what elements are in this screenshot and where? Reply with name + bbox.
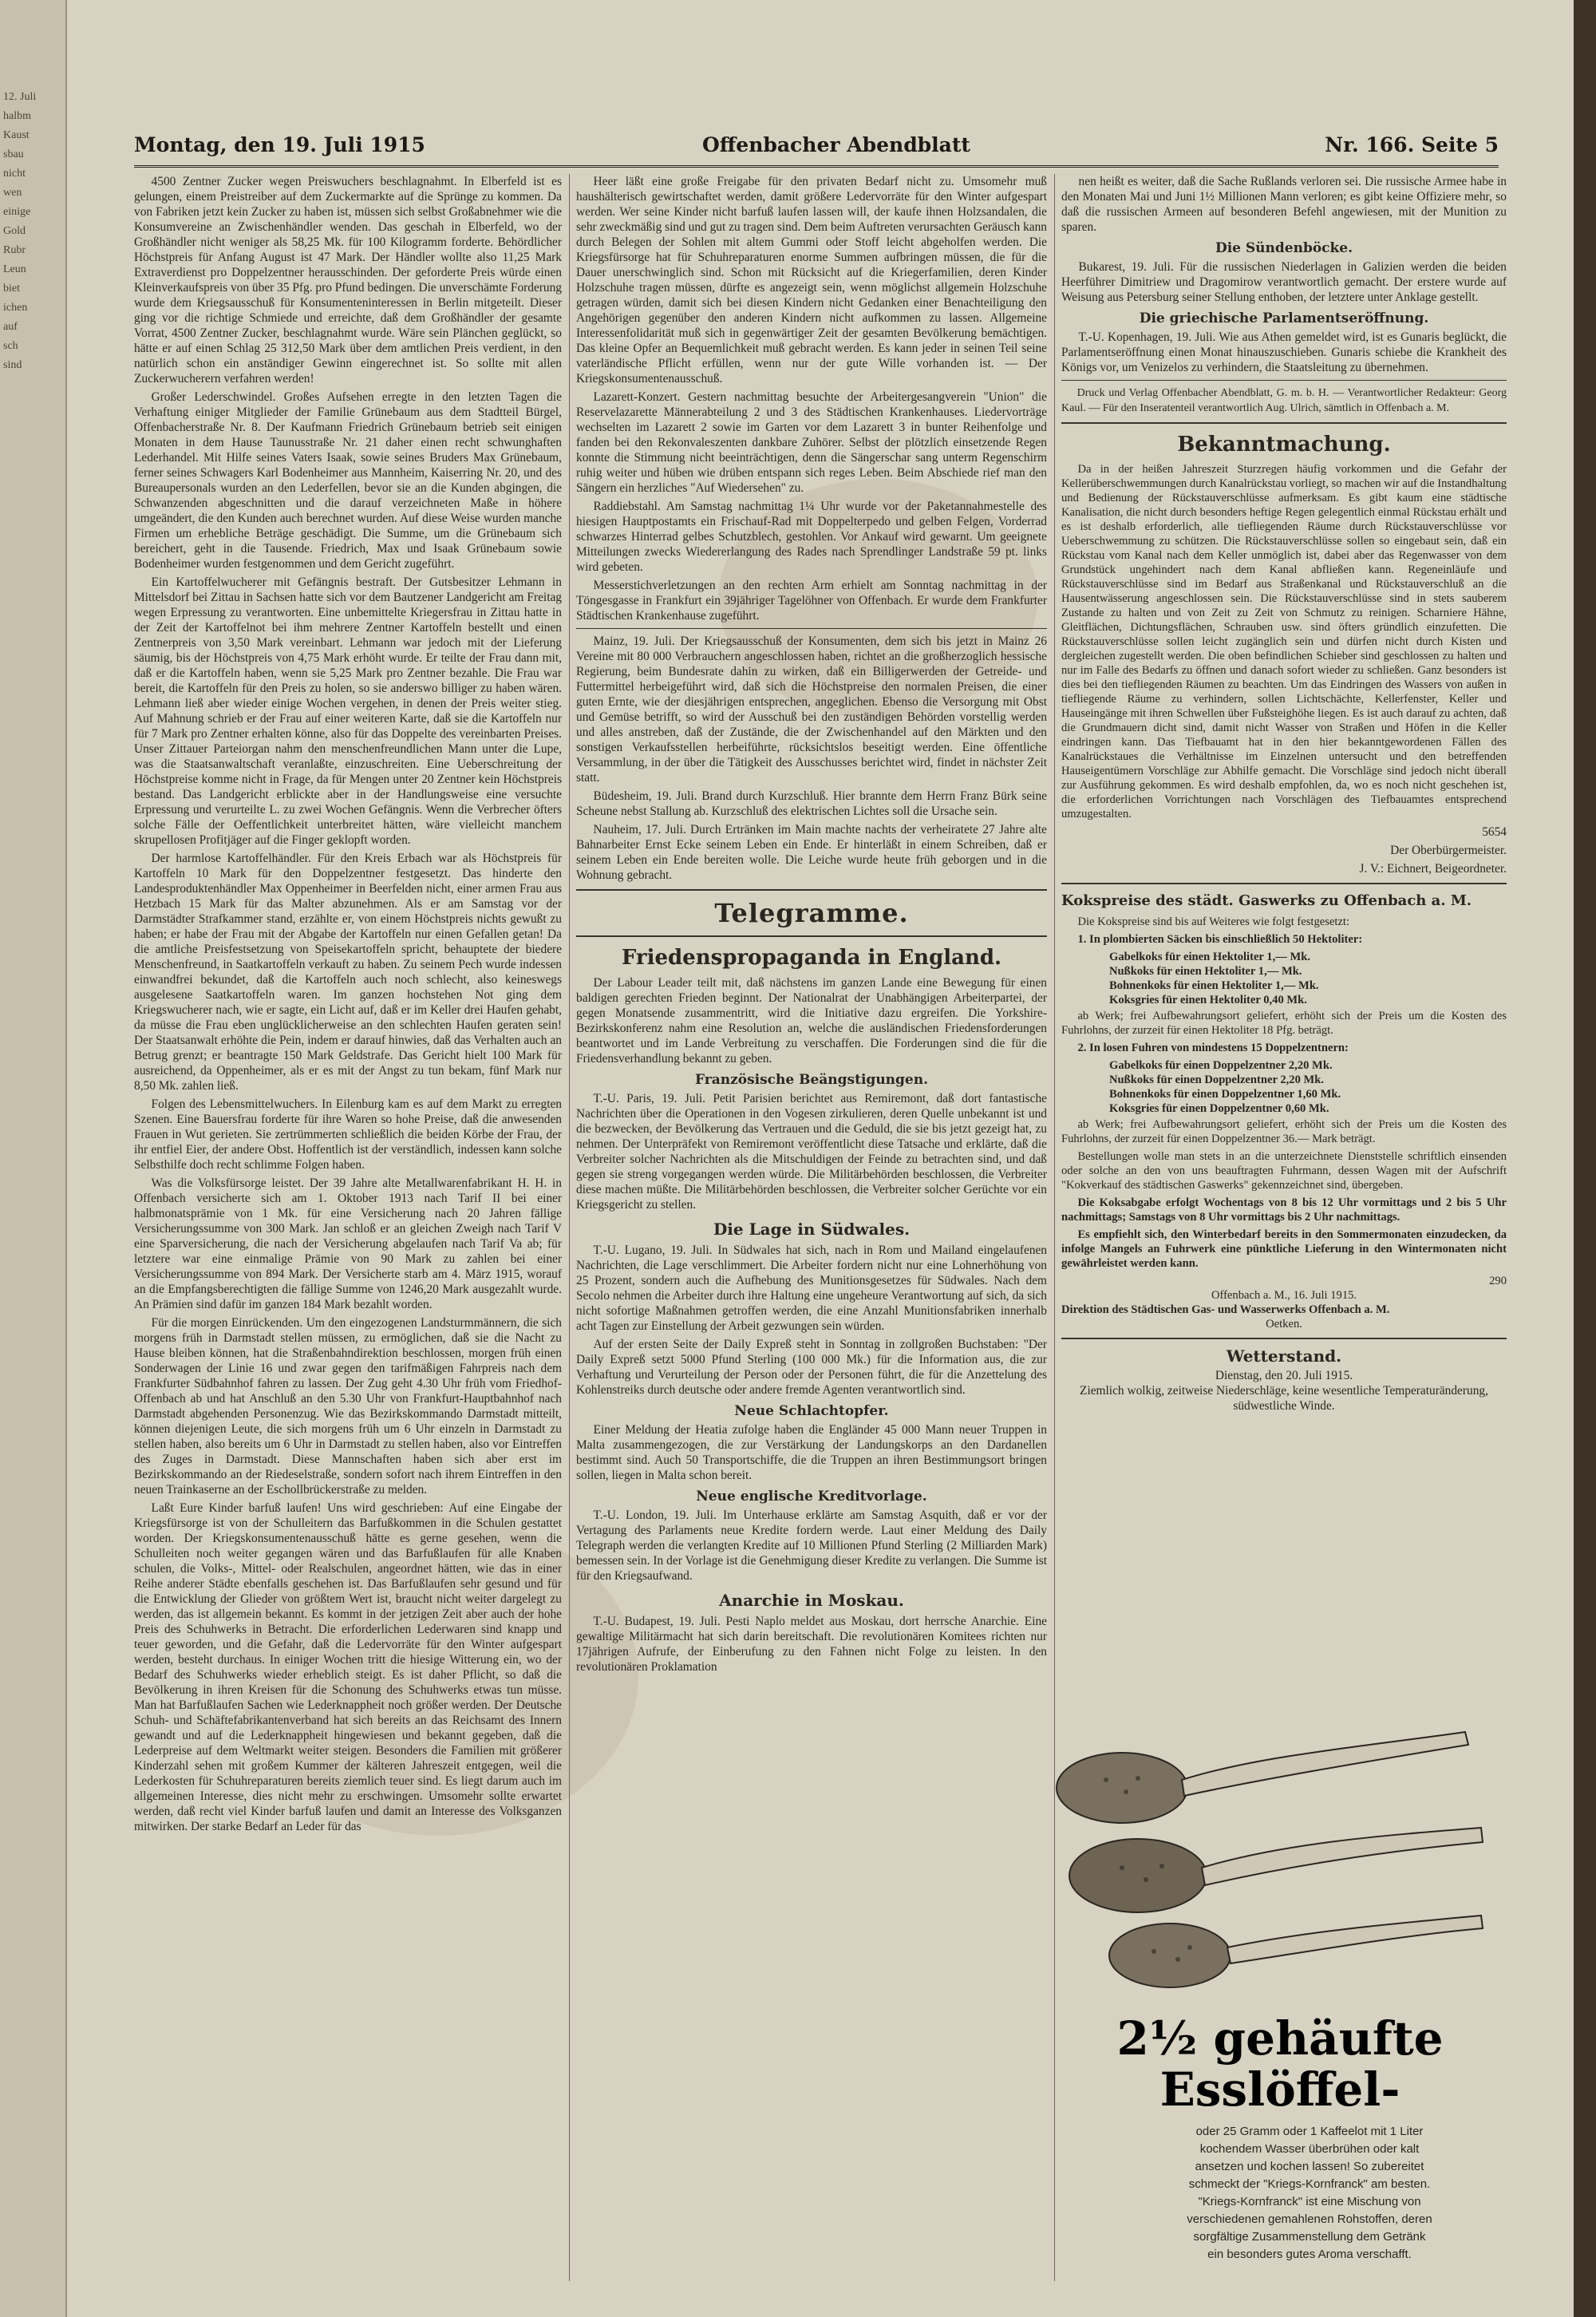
edge-text-fragment: 12. Juli <box>3 91 37 103</box>
article-zucker: 4500 Zentner Zucker wegen Preiswuchers beschlagnahmt. In Elberfeld ist es gelungen, einem Preistreiber auf dem Zuckermarkte auf die Sprünge zu kommen. Da von Fabriken jetzt kein Zucker zu haben ist, müssen sich selbst Großabnehmer wie die Konsumvereine an Zwischenhändler wenden. Das geschah in Elberfeld, wo der Großhändler nicht weniger als 58,25 Mk. für 100 Kilogramm forderte. Behördlicher Höchstpreis für Anfang August ist 47 Mark. Der Händler wollte also 11,25 Mark Extraverdienst pro Doppelzentner herausschinden. Der geforderte Preis würde einen Kleinverkaufspreis von über 35 Pfg. pro Pfund bedingen. Die unverschämte Forderung wurde dem Kriegsausschuß für Konsumenteninteressen in Berlin mitgeteilt. Dieser ging vor die richtige Schmiede und erreichte, daß dem Großhändler der gesamte Vorrat, 4500 Zentner Zucker, beschlagnahmt wurde. Wäre sein Plänchen geglückt, so hätte er auf einen Schlag 25 312,50 Mark über dem amtlichen Preis verdient, in den natürlich schon ein anständiger Gewinn eingerechnet ist. So sollte mit allen Zuckerwucherern verfahren werden! <box>134 175 562 386</box>
ad-text-line: kochendem Wasser überbrühen oder kalt <box>1199 2142 1420 2156</box>
article-paris: T.-U. Paris, 19. Juli. Petit Parisien berichtet aus Remiremont, daß dort fantastische Nachrichten über die Operationen in den Vogesen zirkulieren, deren Quelle unbekannt ist und die bezwecken, der Bevölkerung das Vertrauen und die Geduld, die sie bis jetzt gezeigt hat, zu nehmen. Der Unterpräfekt von Remiremont veröffentlicht diese Tatsache und erklärte, daß die Verbreiter solcher Nachrichten als die Mitschuldigen der Feinde zu betrachten sind, und daß gegen sie streng vorgegangen werden würde. Die Militärbehörden beschlossen, die Verbreiter diese machen müßte. Die Militärbehörden beschlossen, die Verbreiter solcher Gerüchte vor ein Kriegsgericht zu stellen. <box>576 1092 1047 1212</box>
edge-text-fragment: sind <box>3 359 22 371</box>
article-london: T.-U. London, 19. Juli. Im Unterhause erklärte am Samstag Asquith, daß er vor der Vertagung des Parlaments neue Kredite fordern werde. Laut einer Meldung des Daily Telegraph werden die verlangten Kredite auf 10 Millionen Pfund Sterling (2 Milliarden Mark) bemessen sein. In der Vorlage ist die Genehmigung dieser Kredite zu verlangen. Die Summe ist für den Kriegsaufwand. <box>576 1508 1047 1583</box>
koks-section1-note: ab Werk; frei Aufbewahrungsort geliefert, erhöht sich der Preis um die Kosten des Fuhrlohns, der zurzeit für einen Hektoliter 18 Pfg. beträgt. <box>1061 1010 1507 1037</box>
edge-text-fragment: sch <box>3 340 18 352</box>
koks-price-list-2 <box>1061 1058 1507 1116</box>
heading-anarchie: Anarchie in Moskau. <box>719 1591 904 1610</box>
article-raddiebstahl: Raddiebstahl. Am Samstag nachmittag 1¼ Uhr wurde vor der Paketannahmestelle des hiesigen Hauptpostamts ein Frischauf-Rad mit Doppelterpedo und gelben Felgen, Vorderrad schwarzes Hinterrad gelbes Schutzblech, gestohlen. Vor Ankauf wird gewarnt. Um geeignete Mitteilungen zwecks Wiedererlangung des Rades nach Sprendlinger Landstraße 59 pt. links wird gebeten. <box>576 500 1047 574</box>
notice-number: 5654 <box>1482 825 1507 839</box>
edge-text-fragment: wen <box>3 187 22 199</box>
article-friedenspropaganda: Der Labour Leader teilt mit, daß nächstens im ganzen Lande eine Bewegung für einen baldigen gerechten Frieden beginnt. Der Nationalrat der Unabhängigen Arbeiterpartei, der gegen Monatsende zusammentritt, wird die Initiative dazu ergreifen. Die Yorkshire-Bezirkskonferenz nahm eine Resolution an, welche die ausländischen Friedensforderungen beantwortet und im Lande Verbreitung zu verschaffen. Die Forderungen sind die für die Friedensverhandlung bekannt zu geben. <box>576 976 1047 1066</box>
notice-signature-name: J. V.: Eichnert, Beigeordneter. <box>1359 862 1507 876</box>
article-daily-express: Auf der ersten Seite der Daily Expreß steht in Sonntag in zollgroßen Buchstaben: "Der Daily Expreß setzt 5000 Pfund Sterling (100 000 Mk.) für die Information aus, die zur Verhaftung und Verurteilung der Person oder der Personen führt, die für die Anzettelung des Kohlenstreiks durch deutsche oder andere fremde Agenten verantwortlich sind. <box>576 1338 1047 1397</box>
ad-text-line: verschiedenen gemahlenen Rohstoffen, deren <box>1187 2212 1432 2226</box>
koks-number: 290 <box>1489 1275 1507 1287</box>
column-rule <box>569 174 570 2281</box>
koks-place: Offenbach a. M., 16. Juli 1915. <box>1211 1289 1357 1302</box>
article-lugano: T.-U. Lugano, 19. Juli. In Südwales hat sich, nach in Rom und Mailand eingelaufenen Nachrichten, die Lage verschlimmert. Die Arbeiter fordern nicht nur eine Lohnerhöhung von 25 Prozent, sondern auch die Aufhebung des Munitionsgesetzes für Südwales. Nach dem Secolo nehmen die Arbeiter durch ihre Haltung eine ungeheure Verantwortung auf sich, da sich nicht sofortige Maßnahmen getroffen werden, die eine Anzahl Munitionsfabriken innerhalb acht Tagen zur Einstellung der Arbeit gezwungen sein würden. <box>576 1244 1047 1333</box>
divider <box>1061 380 1507 381</box>
article-messerstich: Messerstichverletzungen an den rechten Arm erhielt am Sonntag nachmittag in der Töngesgasse in Frankfurt ein 39jähriger Tagelöhner von Offenbach. Er wurde dem Frankfurter Städtischen Krankenhause zugeführt. <box>576 579 1047 623</box>
notice-signature-title: Der Oberbürgermeister. <box>1390 844 1507 857</box>
spoon-bowl <box>1069 1839 1207 1912</box>
ad-headline-line1: 2½ gehäufte <box>1116 2011 1444 2066</box>
koks-price-item: Koksgries für einen Hektoliter 0,40 Mk. <box>1109 994 1307 1006</box>
koks-abgabezeiten: Die Koksabgabe erfolgt Wochentags von 8 bis 12 Uhr vormittags und 2 bis 5 Uhr nachmittags; Samstags von 8 Uhr vormittags bis 2 Uhr nachmittags. <box>1061 1196 1507 1224</box>
ad-text-line: oder 25 Gramm oder 1 Kaffeelot mit 1 Liter <box>1195 2125 1424 2138</box>
koks-bestellung: Bestellungen wolle man stets in an die unterzeichnete Dienststelle schriftlich einsenden oder solche an den von uns beauftragten Fuhrmann, dessen Wagen mit der Aufschrift "Kokverkauf des städtischen Gaswerks" gekennzeichnet sind, übergeben. <box>1061 1150 1507 1192</box>
edge-text-fragment: Gold <box>3 225 26 237</box>
divider <box>1061 1338 1507 1339</box>
koks-intro: Die Kokspreise sind bis auf Weiteres wie folgt festgesetzt: <box>1077 915 1350 928</box>
wetter-text: Ziemlich wolkig, zeitweise Niederschläge, keine wesentliche Temperaturänderung, südwestliche Winde. <box>1080 1384 1488 1413</box>
ad-text-line: ein besonders gutes Aroma verschafft. <box>1207 2248 1412 2261</box>
edge-text-fragment: nicht <box>3 168 26 180</box>
wetter-date: Dienstag, den 20. Juli 1915. <box>1215 1369 1353 1382</box>
spoon-handle <box>1227 1916 1483 1963</box>
column-1 <box>134 174 562 1837</box>
heading-suendenboecke: Die Sündenböcke. <box>1215 240 1353 256</box>
article-barfuss: Laßt Eure Kinder barfuß laufen! Uns wird geschrieben: Auf eine Eingabe der Kriegsfürsorge ist von der Schulleitern das Barfußkommen in die Schulen gestattet worden. Der Kriegskonsumentenausschuß hätte es gerne gesehen, wenn die Schulleiten noch weiter gegangen wären und das Barfußlaufen für alle Knaben schulen, die Volks-, Mittel- oder Realschulen, angeordnet hätten, wie das in einer Reihe anderer Städte ebenfalls geschehen ist. Das Barfußlaufen sehr gesund und für die Entwicklung der Glieder von größtem Wert ist, braucht nicht weiter dargelegt zu werden, das ist allgemein bekannt. Es kommt in der jetzigen Zeit aber auch der hohe Preis des Schuhwerks in Betracht. Die erforderlichen Lederwaren sind knapp und teuer geworden, und die Gefahr, daß die Ledervorräte für den Winter aufgespart werden, besteht durchaus. In einiger Wochen tritt die hiesige Witterung ein, wo der Bedarf des Schuhwerks wieder erheblich steigt. Es ist daher Pflicht, so daß die Bevölkerung in ihren Kreisen für die Schonung des Schuhwerks etwas tun müsse. Man hat Barfußlaufen Sachen wie Lederknappheit noch größer werden. Der Deutsche Schuh- und Schäftefabrikantenverband hat sich bereits an das Reichsamt des Innern gewandt und auf die Lederknappheit hingewiesen und bekannt gegeben, daß die Lederpreise auf dem Weltmarkt weiter steigen. Besonders die Familien mit größerer Kinderzahl sehen mit großem Kummer der kälteren Jahreszeit entgegen, weil die Lederkosten für Schuhreparaturen bereits ziemlich teuer sind. Es liegt darum auch im allgemeinen Interesse, dies nicht mehr zu erschwingen. Umsomehr sollte erwartet werden, daß recht viel Kinder barfuß laufen und damit an Interesse des Volksganzen mitwirken. Der starke Bedarf an Leder für das <box>134 1501 562 1833</box>
article-lederschwindel: Großer Lederschwindel. Großes Aufsehen erregte in den letzten Tagen die Verhaftung einiger Mitglieder der Familie Grünebaum aus dem Stadtteil Bürgel, Offenbacherstraße Nr. 8. Der Kaufmann Friedrich Grünebaum betrieb seit einigen Monaten in dem Hause Taunusstraße Nr. 21 daher einen recht schwunghaften Lederhandel. Mit Hilfe seines Vaters Isaak, sowie seines Bruders Max Grünebaum, ferner seines Schwagers Karl Bodenheimer aus Mannheim, Kaiserring Nr. 20, und des Bureaupersonals wurden an den Lederfellen, bevor sie an die Kunden abgingen, die Schwanzenden abgeschnitten und die darauf verzeichneten Maße in höhere umgeändert, die den Kunden auch berechnet wurden. Auf diese Weise wurden manche Firmen um erhebliche Beträge geschädigt. Die Summe, um die Grünebaum sich bereichert, geht in die Tausende. Friedrich, Max und Isaak Grünebaum sowie Bodenheimer wurden festgenommen und dem Gericht zugeführt. <box>134 390 562 571</box>
koks-price-list-1 <box>1061 950 1507 1007</box>
article-kartoffelwucherer: Ein Kartoffelwucherer mit Gefängnis bestraft. Der Gutsbesitzer Lehmann in Mittelsdorf bei Zittau in Sachsen hatte sich vor dem Bautzener Landgericht am Freitag wegen Erpressung zu verantworten. Eine unbemittelte Kriegersfrau in Zittau hatte in der Zeit der Kartoffelnot bei ihm mehrere Zentner Kartoffeln bestellt und einen Zentnerpreis von 3,50 Mark vereinbart. Lehmann war jedoch mit der Lieferung säumig, bis der Höchstpreis von 4,75 Mark erhöht wurde. Er teilte der Frau dann mit, daß er die Kartoffeln haben, wenn sie 5,25 Mark pro Zentner bezahle. Die Frau war bereit, die Kartoffeln für den Preis zu holen, so sie anderswo billiger zu haben wären. Lehmann ließ aber wieder einige Wochen vergehen, in denen der Preis weiter stieg. Auf Mahnung schrieb er der Frau auf einer weiteren Karte, daß sie die Kartoffeln nur für 7 Mark pro Zentner erhalten könne, also für das Doppelte des vereinbarten Preises. Unser Zittauer Parteiorgan nahm den menschenfreundlichen Mann unter die Lupe, was die Staatsanwaltschaft veranlaßte, einzuschreiten. Eine Ueberschreitung der Höchstpreise komme nicht in Frage, da für Mengen unter 20 Zentner kein Höchstpreis bestand. Das Landgericht erblickte aber in der Handlungsweise eine versuchte Erpressung und verurteilte L. zu zwei Wochen Gefängnis. Wenn die Verbrecher öfters solche Fälle der Oeffentlichkeit unterbreitet hätten, wäre vielleicht manchem skrupellosen Profitjäger auf die Finger geklopft worden. <box>134 575 562 847</box>
heading-suedwales: Die Lage in Südwales. <box>713 1220 911 1239</box>
ad-headline-line2: Esslöffel- <box>1159 2062 1400 2117</box>
spoon-handle <box>1182 1732 1468 1796</box>
article-kartoffelhaendler: Der harmlose Kartoffelhändler. Für den Kreis Erbach war als Höchstpreis für Kartoffeln 10 Mark für den Doppelzentner festgesetzt. Das hinderte den Landesproduktenhändler Max Oppenheimer in Beerfelden nicht, einer armen Frau aus Hetzbach 15 Mark für das Malter abzunehmen. Als er am Samstag vor der Darmstädter Strafkammer stand, erzählte er, von einem Höchstpreis nichts gewußt zu haben; er habe der Frau mit der Abgabe der Kartoffeln nur einen Gefallen getan! Da die amtliche Preisfestsetzung von Speisekartoffeln spricht, behauptete der biedere Menschenfreund, in Saatkartoffeln verkauft zu haben. Zu seinem Pech wurde indessen einwandfrei bekundet, daß die Kartoffeln auch noch schlecht, also keineswegs ausgelesene Saatkartoffeln waren. Im ganzen hochstehen Not ging dem Kriegswucherer nach, wie er sagte, ein Licht auf, daß er im Keller drei Haufen gehabt, da müsse die Frau eben unglücklicherweise an den schlechten Haufen geraten sein! Der Staatsanwalt erhöhte die Pein, indem er darauf hinwies, daß das Verhalten auch an Betrug grenzt; er beantragte 150 Mark Geldstrafe. Das Gericht hielt 100 Mark für ausreichend, da Oppenheimer, als er es mit der Angst zu tun bekam, fünf Mark nur 8,50 Mk. zahlen ließ. <box>134 852 562 1093</box>
koks-price-item: Gabelkoks für einen Doppelzentner 2,20 Mk. <box>1109 1059 1333 1072</box>
adjacent-page-edge <box>0 0 67 2317</box>
column-3 <box>1061 174 1507 1417</box>
ad-body-text <box>1138 2123 1481 2264</box>
article-barfuss-cont: Heer läßt eine große Freigabe für den privaten Bedarf nicht zu. Umsomehr muß haushälterisch gewirtschaftet werden, damit größere Ledervorräte für den Winter aufgespart werden. Wer seine Kinder nicht barfuß laufen lassen will, der kaufe ihnen Holzsandalen, die sehr zweckmäßig sind und gut zu tragen sind. Dem beim Auftreten verursachten Geräusch kann durch Belegen der Sohlen mit altem Gummi oder Stoff leicht abgeholfen werden. Die Kriegsfürsorge hat für Schuhreparaturen enorme Summen aufbringen müssen, die für die Dauer unerschwinglich sind. Schon mit Rücksicht auf die Kriegerfamilien, deren Kinder Holzschuhe tragen müssen, dürfte es angezeigt sein, wenn möglichst allgemein Holzschuhe getragen würden, damit sich bei diesen Kindern nicht Gedanken einer Benachteiligung den Angehörigen gegenüber den anderen Kindern nicht aufkommen zu lassen. Allgemeine Interessenfolidarität muß sich in gegenwärtiger Zeit der gesamten Bevölkerung bemächtigen. Das kleine Opfer an Bequemlichkeit muß gebracht werden. Es kann jeder in seinen Teil seine vaterländische Pflicht erfüllen, wenn nur der gute Wille vorhanden ist. — Der Kriegskonsumentenausschuß. <box>576 175 1047 386</box>
spoon-bowl <box>1109 1924 1231 1987</box>
spoons-illustration <box>1050 1716 1510 2003</box>
page-header <box>134 130 1499 168</box>
divider <box>1061 883 1507 884</box>
article-lazarett-konzert: Lazarett-Konzert. Gestern nachmittag besuchte der Arbeitergesangverein "Union" die Reservelazarette Männerabteilung 2 und 3 des Städtischen Krankenhauses. Liedervorträge wechselten im Lazarett 2 sowie im Garten vor dem Lazarett 3 in bunter Reihenfolge und fanden bei den Rekonvaleszenten dankbare Zuhörer. Selbst der plötzlich einsetzende Regen konnte die Stimmung nicht beeinträchtigen, denn die Sängerschar sang unterm Regenschirm ruhig weiter und hüben wie drüben entspann sich reges Leben. Beim Abschiede rief man den Sängern ein herzliches "Auf Wiedersehen" zu. <box>576 390 1047 495</box>
koks-section2-head: 2. In losen Fuhren von mindestens 15 Doppelzentnern: <box>1077 1042 1349 1054</box>
article-malta: Einer Meldung der Heatia zufolge haben die Engländer 45 000 Mann neuer Truppen in Malta zusammengezogen, die zur Verstärkung der Landungskorps an den Dardanellen bestimmt sind. Auch 50 Transportschiffe, die die Truppen an ihren Bestimmungsort bringen sollen, liegen in Malta schon bereit. <box>576 1423 1047 1482</box>
article-russland-cont: nen heißt es weiter, daß die Sache Rußlands verloren sei. Die russische Armee habe in den Monaten Mai und Juni 1½ Millionen Mann verloren; es gibt keine Offiziere mehr, so daß die russischen Armeen auf besonderen Befehl angewiesen, mit der Munition zu sparen. <box>1061 175 1507 234</box>
article-einrueckende: Für die morgen Einrückenden. Um den eingezogenen Landsturmmännern, die sich morgens früh in Darmstadt stellen müssen, zu ermöglichen, daß sie die Nacht zu Hause bleiben können, hat die Straßenbahndirektion beschlossen, morgen früh einen Sonderwagen der Linie 16 und zwar gegen den tarifmäßigen Fahrpreis nach dem Frankfurter Südbahnhof fahren zu lassen. Der Zug geht 4.30 Uhr früh vom Friedhof-Offenbach ab und hat Anschluß an den 5.30 Uhr von Frankfurt-Hauptbahnhof nach Darmstadt abgehenden Personenzug. Wie das Bezirkskommando Darmstadt mitteilt, können diejenigen Leute, die sich morgens früh um 6 Uhr einzeln in Darmstadt zu stellen haben, also bereits um 6 Uhr in Darmstadt zu stellen haben, also vor Eintreffen des Zuges in Darmstadt. Diese Mannschaften haben sich aber erst im Bezirkskommando an der Riedeselstraße, sondern sofort nach ihrem Eintreffen in den neuen Trainkaserne an der Eschollbrückerstraße zu melden. <box>134 1316 562 1497</box>
advertisement-kornfranck <box>1050 1716 1510 2275</box>
article-kopenhagen: T.-U. Kopenhagen, 19. Juli. Wie aus Athen gemeldet wird, ist es Gunaris beglückt, die Parlamentseröffnung einen Monat hinauszuschieben. Gunaris schiebe die Krankheit des Königs vor, um Venizelos zu verhindern, die Staatsleitung zu übernehmen. <box>1061 330 1507 374</box>
section-heading-telegramme: Telegramme. <box>714 898 909 928</box>
edge-text-fragment: auf <box>3 321 18 333</box>
edge-text-fragment: sbau <box>3 148 24 160</box>
article-bukarest: Bukarest, 19. Juli. Für die russischen Niederlagen in Galizien werden die beiden Heerführer Dimitriew und Dragomirow verantwortlich gemacht. Der erstere wurde auf Weisung aus Petersburg seiner Stellung enthoben, der letztere unter Anklage gestellt. <box>1061 260 1507 304</box>
article-buedesheim: Büdesheim, 19. Juli. Brand durch Kurzschluß. Hier brannte dem Herrn Franz Bürk seine Scheune nebst Stallung ab. Kurzschluß des elektrischen Lichtes soll die Ursache sein. <box>576 789 1047 818</box>
article-lebensmittelwucher: Folgen des Lebensmittelwuchers. In Eilenburg kam es auf dem Markt zu erregten Szenen. Eine Bauersfrau forderte für ihre Waren so hohe Preise, daß die anwesenden Frauen in Wut gerieten. Sie zertrümmerten schließlich die beiden Körbe der Frau, der ihr entfiel Eier, der andere Obst. Hoffentlich ist der verständlich, indessen kann solche Selbsthilfe doch recht schlimme Folgen haben. <box>134 1097 562 1172</box>
header-number: Nr. 166. Seite 5 <box>1325 133 1499 156</box>
spoon-bowl <box>1057 1753 1187 1823</box>
heading-kokspreise: Kokspreise des städt. Gaswerks zu Offenbach a. M. <box>1061 892 1472 909</box>
spoon-handle <box>1202 1828 1483 1885</box>
koks-signature-name: Oetken. <box>1266 1318 1302 1330</box>
article-volksfuersorge: Was die Volksfürsorge leistet. Der 39 Jahre alte Metallwarenfabrikant H. H. in Offenbach versicherte sich am 1. Oktober 1913 nach Tarif II bei einer halbmonatsprämie von 1 Mk. für eine Versicherung nach 20 Jahren fällige Versicherungssumme von 300 Mark. Jan schloß er an gleichen Zweigh nach Tarif V eine Sparversicherung, die nach der Versicherung abgelaufen nach Tarif Va ab; für letztere war eine einmalige Prämie von 90 Mark zu zahlen bei einer Versicherungssumme von 894 Mark. Der Versicherte starb am 4. März 1915, worauf an die Empfangsberechtigten die fällige Summe von 1246,20 Mark ausgezahlt wurde. An Prämien sind dafür im ganzen 184 Mark bezahlt worden. <box>134 1176 562 1311</box>
ad-headline <box>1050 2013 1510 2115</box>
koks-price-item: Nußkoks für einen Hektoliter 1,— Mk. <box>1109 965 1302 978</box>
article-mainz: Mainz, 19. Juli. Der Kriegsausschuß der Konsumenten, dem sich bis jetzt in Mainz 26 Vereine mit 80 000 Verbrauchern angeschlossen haben, richtet an die großherzoglich hessische Regierung, beim Bundesrate dahin zu wirken, daß ein Billigerwerden der Getreide- und Futtermittel herbeigeführt wird, daß sich die Höchstpreise den normalen Preisen, die einer guten Ernte, wie der diesjährigen entsprechen, angeglichen. Ebenso die Versorgung mit Obst und Gemüse betrifft, so wird der Ausschuß bei den zuständigen Behörden vorstellig werden und alles anstreben, daß der Zustände, die der Zwischenhandel auf den Märkten und den sonstigen Verkaufsstellen herbeiführte, rücksichtslos beseitigt werden. Eine öffentliche Versammlung, in der über die Tätigkeit des Ausschusses berichtet wird, findet in nächster Zeit statt. <box>576 635 1047 785</box>
edge-text-fragment: einige <box>3 206 31 218</box>
edge-text-fragment: ichen <box>3 302 28 314</box>
imprint: Druck und Verlag Offenbacher Abendblatt, G. m. b. H. — Verantwortlicher Redakteur: Georg Kaul. — Für den Inseratenteil verantwortlich Aug. Ulrich, sämtlich in Offenbach a. M. <box>1061 387 1507 414</box>
notice-kanalrueckstau: Da in der heißen Jahreszeit Sturzregen häufig vorkommen und die Gefahr der Kellerüberschwemmungen durch Kanalrückstau vorliegt, so machen wir auf die Instandhaltung und Bedienung der Rückstauverschlüsse aufmerksam. Es gibt kaum eine städtische Kanalisation, die nicht durch besonders heftige Regen gelegentlich einmal Rückstau erhält und es ist deshalb erforderlich, alle tiefliegenden Räume durch Rückstauverschlüsse vor Ueberschwemmung zu schützen. Die Rückstauverschlüsse sollen so eingebaut sein, daß ein Rückstau vom Kanal nach dem Keller unmöglich ist, dabei aber das Regenwasser von dem Grundstück ungehindert nach dem Kanal abfließen kann. Regeneinläufe und Rückstauverschlüsse sind im Bedarf aus Straßenkanal und Rückstauverschluß an die Hausentwässerung angeschlossen sein. Die Rückstauverschlüsse sind in stets sauberem Zustande zu halten und von Zeit zu Zeit von Schmutz zu reinigen. Scharniere Hähne, Gleitflächen, Dichtungsflächen, Schrauben usw. sind öfters gründlich einzufetten. Die Rückstauverschlüsse sollen leicht zugänglich sein und dürfen nicht durch Kisten und dergleichen zugestellt werden. Die oben befindlichen Schieber sind geschlossen zu halten und nur im Falle des Bedarfs zu öffnen und danach sofort wieder zu schließen. Ganz besonders ist dies bei den tiefliegenden Räumen zu beachten. Um das Eindringen des Wassers von außen in tiefliegende Räume zu verhindern, sollen Lichtschächte, Kellerfenster, Keller und Hauseingänge mit ihren Schwellen über Fußsteighöhe liegen. Es ist auch darauf zu achten, daß die Grundmauern dicht sind, damit nicht Wasser von Straßen und Höfen in die Keller eindringen kann. Das Tiefbauamt hat in den hier bekanntgewordenen Fällen des Kanalrückstaues die Verhältnisse im Einzelnen untersucht und den betreffenden Hauseigentümern Vorschläge zur Abhilfe gemacht. Die Vorschläge sind jedoch nicht überall zur Ausführung gekommen. Es wird deshalb empfohlen, da, wo es noch nicht geschehen ist, die erforderlichen Vorrichtungen nach Vorschlägen des Tiefbauamtes entsprechend umzugestalten. <box>1061 463 1507 820</box>
koks-price-item: Bohnenkoks für einen Doppelzentner 1,60 Mk. <box>1109 1088 1341 1101</box>
koks-price-item: Bohnenkoks für einen Hektoliter 1,— Mk. <box>1109 979 1319 992</box>
edge-text-fragment: Leun <box>3 263 26 275</box>
ad-text-line: "Kriegs-Kornfranck" ist eine Mischung von <box>1198 2195 1421 2208</box>
heading-bekanntmachung: Bekanntmachung. <box>1177 433 1391 457</box>
header-title: Offenbacher Abendblatt <box>702 133 970 156</box>
divider <box>576 935 1047 937</box>
edge-text-fragment: halbm <box>3 110 31 122</box>
divider <box>576 628 1047 629</box>
edge-text-fragment: Rubr <box>3 244 26 256</box>
koks-section1-head: 1. In plombierten Säcken bis einschließlich 50 Hektoliter: <box>1077 933 1363 946</box>
binding-edge <box>1574 0 1596 2317</box>
heading-franzoesisch: Französische Beängstigungen. <box>694 1072 929 1088</box>
koks-section2-note: ab Werk; frei Aufbewahrungsort geliefert, erhöht sich der Preis um die Kosten des Fuhrlohns, der zurzeit für einen Doppelzentner 36.— Mark beträgt. <box>1061 1118 1507 1145</box>
divider <box>1061 422 1507 424</box>
heading-schlachtopfer: Neue Schlachtopfer. <box>734 1403 889 1419</box>
koks-signature: Direktion des Städtischen Gas- und Wasserwerks Offenbach a. M. <box>1061 1303 1390 1316</box>
koks-price-item: Koksgries für einen Doppelzentner 0,60 Mk. <box>1109 1102 1329 1115</box>
edge-text-fragment: biet <box>3 283 20 295</box>
edge-text-fragment: Kaust <box>3 129 30 141</box>
koks-price-item: Gabelkoks für einen Hektoliter 1,— Mk. <box>1109 951 1311 963</box>
koks-price-item: Nußkoks für einen Doppelzentner 2,20 Mk. <box>1109 1073 1325 1086</box>
koks-empfehlung: Es empfiehlt sich, den Winterbedarf bereits in den Sommermonaten einzudecken, da infolge Mangels an Fuhrwerk eine pünktliche Lieferung in den Wintermonaten nicht gewährleistet werden kann. <box>1061 1228 1507 1270</box>
column-2 <box>576 174 1047 1678</box>
ad-text-line: ansetzen und kochen lassen! So zubereitet <box>1195 2160 1424 2173</box>
heading-kreditvorlage: Neue englische Kreditvorlage. <box>696 1489 927 1504</box>
ad-text-line: sorgfältige Zusammenstellung dem Getränk <box>1193 2230 1426 2244</box>
article-nauheim: Nauheim, 17. Juli. Durch Ertränken im Main machte nachts der verheiratete 27 Jahre alte Bahnarbeiter Ernst Ecke seinem Leben ein Ende. Er hinterläßt in einem Schreiben, daß er seinem Leben ein Ende bereiten wolle. Die Leiche wurde heute früh geborgen und in die Wohnung gebracht. <box>576 823 1047 882</box>
heading-wetterstand: Wetterstand. <box>1226 1346 1342 1366</box>
header-date: Montag, den 19. Juli 1915 <box>134 133 425 156</box>
heading-friedenspropaganda: Friedenspropaganda in England. <box>621 946 1002 970</box>
ad-text-line: schmeckt der "Kriegs-Kornfranck" am besten. <box>1188 2177 1431 2191</box>
heading-parlament: Die griechische Parlamentseröffnung. <box>1139 310 1429 326</box>
article-budapest: T.-U. Budapest, 19. Juli. Pesti Naplo meldet aus Moskau, dort herrsche Anarchie. Eine gewaltige Militärmacht hat sich darin bereitschaft. Die revolutionären Komitees richten nur 17jährigen Aufrufe, der Einberufung zu den Fahnen nicht Folge zu leisten. In den revolutionären Proklamation <box>576 1615 1047 1674</box>
divider <box>576 889 1047 891</box>
